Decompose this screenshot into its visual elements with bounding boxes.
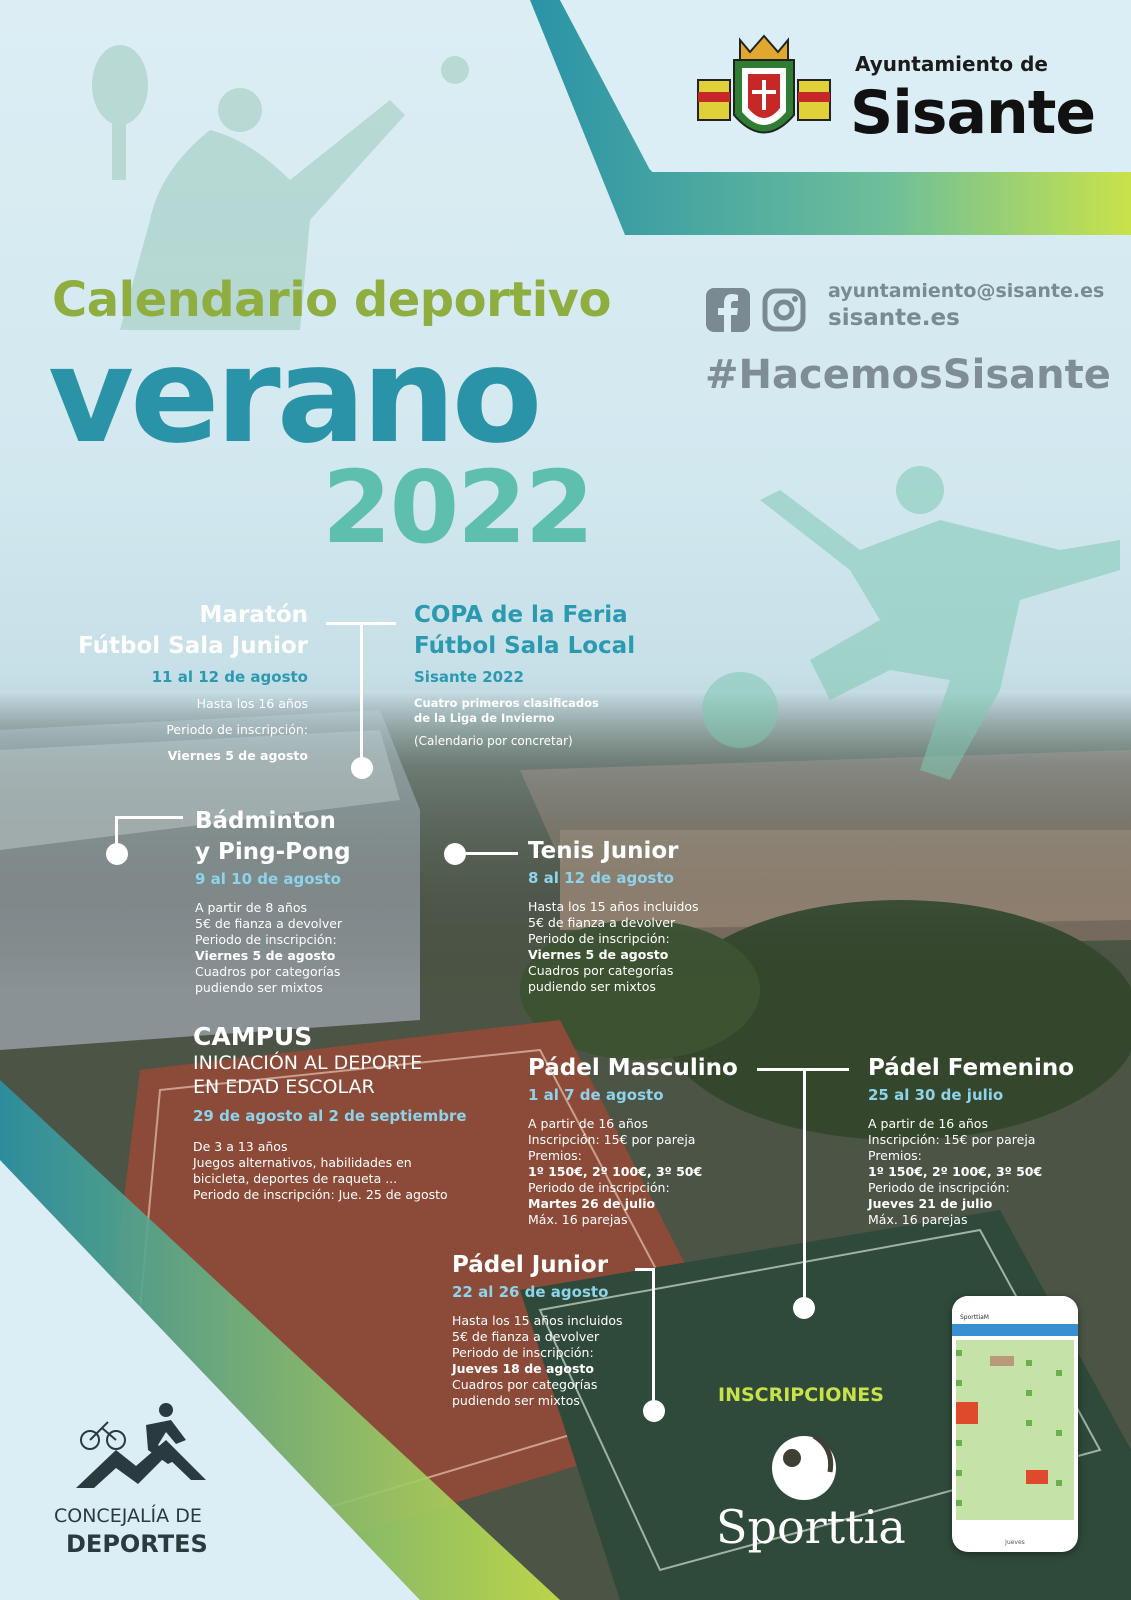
event-detail: Máx. 16 parejas <box>868 1212 968 1227</box>
event-title: INICIACIÓN AL DEPORTE <box>193 1052 423 1074</box>
deportes-label: DEPORTES <box>66 1530 208 1558</box>
event-detail: Periodo de inscripción: <box>166 722 308 737</box>
event-detail: bicicleta, deportes de raqueta ... <box>193 1171 398 1186</box>
event-badminton <box>195 806 415 996</box>
timeline-dot <box>106 843 128 865</box>
event-detail: 5€ de fianza a devolver <box>195 916 343 931</box>
event-detail: Premios: <box>528 1148 582 1163</box>
event-title: y Ping-Pong <box>195 839 351 865</box>
event-detail: Cuadros por categorías <box>528 963 674 978</box>
ayuntamiento-label: Ayuntamiento de <box>855 52 1048 76</box>
concejalia-label: CONCEJALÍA DE <box>54 1505 202 1527</box>
event-detail: Hasta los 15 años incluidos <box>452 1313 623 1328</box>
sporttia-logo-icon <box>764 1428 844 1504</box>
event-detail: Martes 26 de julio <box>528 1196 656 1211</box>
event-detail: Jueves 18 de agosto <box>452 1361 594 1376</box>
timeline-dot <box>351 757 373 779</box>
event-detail: A partir de 16 años <box>868 1116 988 1131</box>
cyclist-runner-icon <box>76 1400 206 1490</box>
connector-line <box>115 816 183 819</box>
app-title: SporttiaM <box>952 1296 1078 1324</box>
event-detail: pudiendo ser mixtos <box>528 979 656 994</box>
event-title: Pádel Masculino <box>528 1055 738 1081</box>
event-detail: Hasta los 15 años incluidos <box>528 899 699 914</box>
event-padel-junior <box>452 1250 652 1409</box>
inscripciones-label: INSCRIPCIONES <box>718 1384 884 1406</box>
football-player-silhouette <box>700 460 1120 800</box>
event-detail: pudiendo ser mixtos <box>452 1393 580 1408</box>
event-detail: Periodo de inscripción: <box>528 931 670 946</box>
event-detail: Periodo de inscripción: <box>528 1180 670 1195</box>
event-detail: Viernes 5 de agosto <box>167 748 308 763</box>
event-title: EN EDAD ESCOLAR <box>193 1076 375 1098</box>
event-detail: 5€ de fianza a devolver <box>528 915 676 930</box>
event-maraton <box>40 600 308 764</box>
booking-grid <box>956 1340 1074 1520</box>
event-detail: Máx. 16 parejas <box>528 1212 628 1227</box>
event-detail: Periodo de inscripción: <box>452 1345 594 1360</box>
connector-line <box>360 622 363 762</box>
event-date: 25 al 30 de julio <box>868 1086 1004 1104</box>
event-padel-masculino <box>528 1053 768 1228</box>
event-date: 9 al 10 de agosto <box>195 870 341 888</box>
event-date: 29 de agosto al 2 de septiembre <box>193 1107 467 1125</box>
event-title: Tenis Junior <box>528 838 679 864</box>
event-detail: Hasta los 16 años <box>196 696 308 711</box>
app-day: Jueves <box>1005 1539 1025 1546</box>
event-date: 22 al 26 de agosto <box>452 1283 609 1301</box>
event-title: Pádel Femenino <box>868 1055 1075 1081</box>
event-detail: Juegos alternativos, habilidades en <box>193 1155 412 1170</box>
connector-line <box>652 1268 655 1406</box>
website-text[interactable]: sisante.es <box>828 305 960 331</box>
instagram-icon[interactable] <box>762 288 806 332</box>
connector-line <box>803 1068 806 1308</box>
event-detail: Premios: <box>868 1148 922 1163</box>
event-date: 8 al 12 de agosto <box>528 869 674 887</box>
sporttia-brand[interactable]: Sporttia <box>716 1500 906 1554</box>
email-text[interactable]: ayuntamiento@sisante.es <box>828 280 1105 302</box>
title-year: 2022 <box>322 449 593 566</box>
event-detail: Viernes 5 de agosto <box>195 948 336 963</box>
phone-mockup <box>952 1296 1078 1552</box>
crest-icon <box>694 30 834 154</box>
event-detail: Jueves 21 de julio <box>868 1196 993 1211</box>
timeline-dot <box>793 1297 815 1319</box>
event-detail: Cuadros por categorías <box>195 964 341 979</box>
title-line2: verano <box>48 319 539 473</box>
event-detail: 1º 150€, 2º 100€, 3º 50€ <box>528 1164 703 1179</box>
event-title: CAMPUS <box>193 1022 313 1051</box>
event-detail: Cuadros por categorías <box>452 1377 598 1392</box>
event-detail: A partir de 8 años <box>195 900 308 915</box>
event-detail: Inscripción: 15€ por pareja <box>868 1132 1036 1147</box>
event-copa <box>414 600 694 748</box>
event-title: Pádel Junior <box>452 1252 609 1278</box>
app-tabs <box>952 1324 1078 1336</box>
event-detail: 5€ de fianza a devolver <box>452 1329 600 1344</box>
title-line1: Calendario deportivo <box>52 272 611 328</box>
event-title: Fútbol Sala Junior <box>78 633 308 659</box>
event-detail: Periodo de inscripción: <box>195 932 337 947</box>
event-detail: pudiendo ser mixtos <box>195 980 323 995</box>
hashtag-text: #HacemosSisante <box>705 352 1111 398</box>
event-date: 1 al 7 de agosto <box>528 1086 664 1104</box>
event-date: Sisante 2022 <box>414 668 524 686</box>
event-detail: Cuatro primeros clasificados <box>414 696 599 710</box>
event-date: 11 al 12 de agosto <box>151 668 308 686</box>
event-note: (Calendario por concretar) <box>414 734 573 748</box>
event-title: Fútbol Sala Local <box>414 633 636 659</box>
facebook-icon[interactable] <box>706 288 750 332</box>
event-detail: Periodo de inscripción: <box>868 1180 1010 1195</box>
connector-line <box>460 852 518 855</box>
event-detail: A partir de 16 años <box>528 1116 648 1131</box>
event-detail: De 3 a 13 años <box>193 1139 288 1154</box>
event-campus <box>193 1022 493 1203</box>
event-title: Bádminton <box>195 808 336 834</box>
event-tenis <box>528 836 768 995</box>
event-detail: Periodo de inscripción: Jue. 25 de agosto <box>193 1187 448 1202</box>
event-detail: Inscripción: 15€ por pareja <box>528 1132 696 1147</box>
event-padel-femenino <box>868 1053 1108 1228</box>
event-detail: Viernes 5 de agosto <box>528 947 669 962</box>
event-title: Maratón <box>199 602 308 628</box>
event-detail: de la Liga de Invierno <box>414 711 555 725</box>
event-title: COPA de la Feria <box>414 602 628 628</box>
event-detail: 1º 150€, 2º 100€, 3º 50€ <box>868 1164 1043 1179</box>
town-name: Sisante <box>850 78 1096 148</box>
